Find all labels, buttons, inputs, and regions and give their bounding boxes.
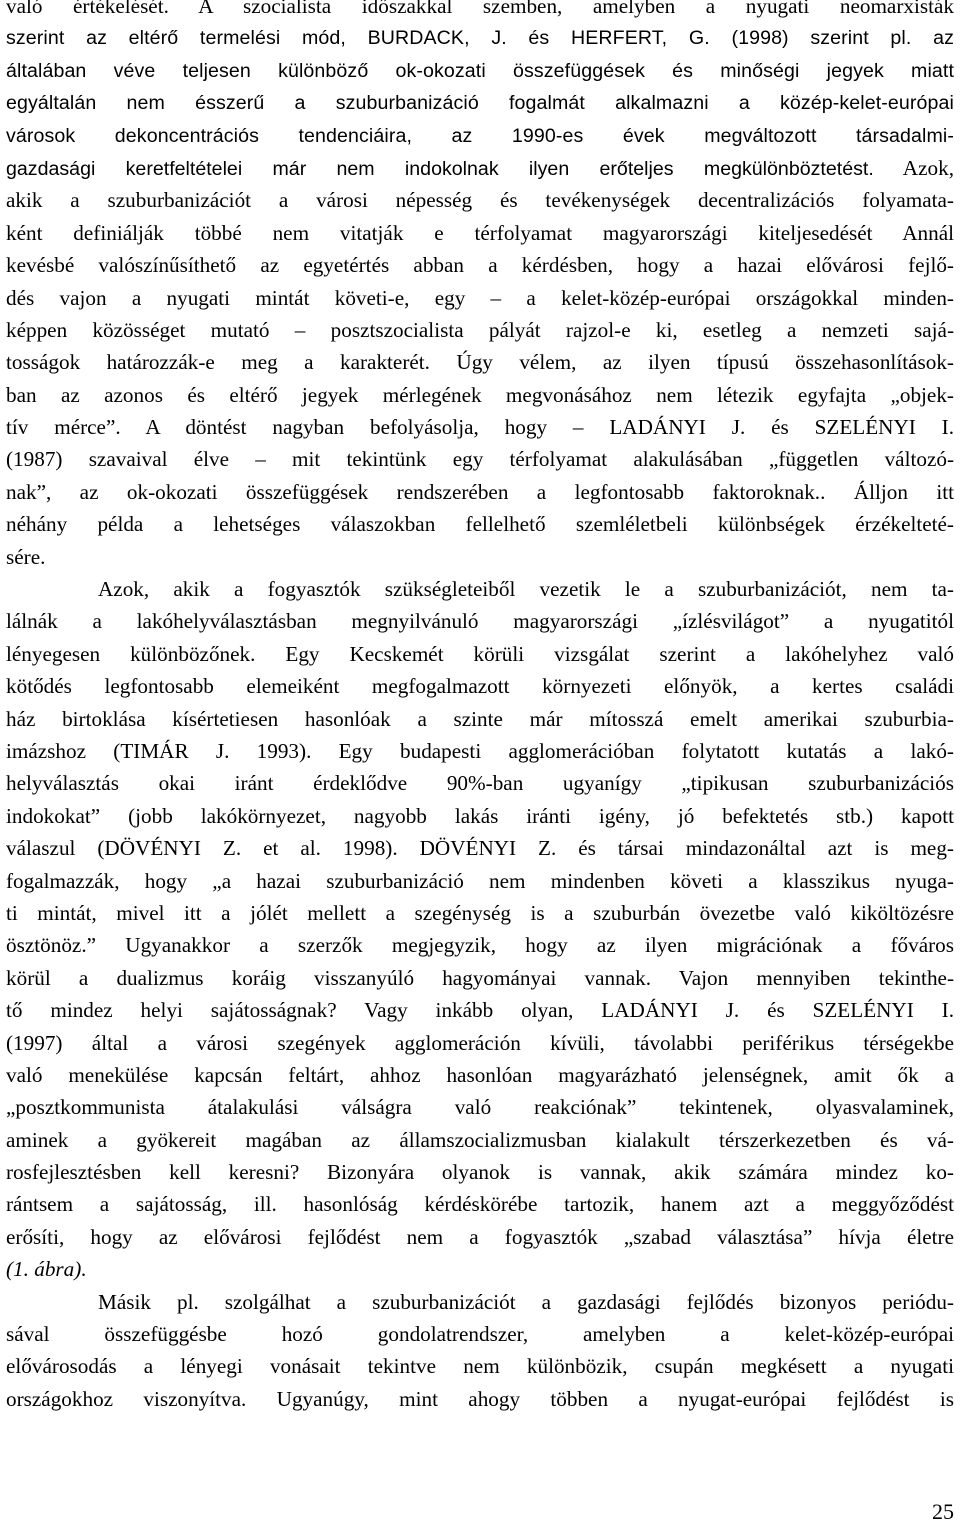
- text-line: körül a dualizmus koráig visszanyúló hagyományai vannak. Vajon mennyiben tekinthe-: [6, 965, 954, 990]
- text-line: néhány példa a lehetséges válaszokban fellelhető szemléletbeli különbségek érzékelteté-: [6, 512, 954, 537]
- text-line: válaszul (DÖVÉNYI Z. et al. 1998). DÖVÉNYI Z. és társai mindazonáltal azt is meg-: [6, 836, 954, 861]
- text-line: akik a szuburbanizációt a városi népesség és tevékenységek decentralizációs folyamata-: [6, 188, 954, 213]
- text-line: képpen közösséget mutató – posztszocialista pályát rajzol-e ki, esetleg a nemzeti sajá-: [6, 317, 954, 342]
- text-line: országokhoz viszonyítva. Ugyanúgy, mint ahogy többen a nyugat-európai fejlődést is: [6, 1386, 954, 1411]
- text-line: (1987) szavaival élve – mit tekintünk egy térfolyamat alakulásában „független változó-: [6, 447, 954, 472]
- text-line: tosságok határozzák-e meg a karakterét. Úgy vélem, az ilyen típusú összehasonlítások-: [6, 350, 954, 375]
- text-line: való értékelését. A szocialista időszakkal szemben, amelyben a nyugati neomarxisták: [6, 0, 954, 18]
- text-line: egyáltalán nem ésszerű a szuburbanizáció fogalmát alkalmazni a közép-kelet-európai: [6, 92, 954, 115]
- text-line: erősíti, hogy az elővárosi fejlődést nem a fogyasztók „szabad választása” hívja életre: [6, 1224, 954, 1249]
- text-line: helyválasztás okai iránt érdeklődve 90%-ban ugyanígy „tipikusan szuburbanizációs: [6, 771, 954, 796]
- paragraph-2: [6, 573, 954, 1286]
- text-line: sával összefüggésbe hozó gondolatrendszer, amelyben a kelet-közép-európai: [6, 1322, 954, 1347]
- text-line: ban az azonos és eltérő jegyek mérlegének megvonásához nem létezik egyfajta „objek-: [6, 382, 954, 407]
- text-line-part: gazdasági keretfeltételei már nem indokolnak ilyen erőteljes megkülönböztetést.: [6, 157, 874, 180]
- text-line: nak”, az ok-okozati összefüggések rendszerében a legfontosabb faktoroknak.. Álljon itt: [6, 479, 954, 504]
- text-line: rántsem a sajátosság, ill. hasonlóság kérdéskörébe tartozik, hanem azt a meggyőződést: [6, 1192, 954, 1217]
- text-line: indokokat” (jobb lakókörnyezet, nagyobb lakás iránti igény, jó befektetés stb.) kapott: [6, 803, 954, 828]
- text-line: szerint az eltérő termelési mód, BURDACK, J. és HERFERT, G. (1998) szerint pl. az: [6, 27, 954, 50]
- text-line: aminek a gyökereit magában az államszocializmusban kialakult térszerkezetben és vá-: [6, 1127, 954, 1152]
- text-line: ház birtoklása kísértetiesen hasonlóak a szinte már mítosszá emelt amerikai szuburbia-: [6, 706, 954, 731]
- page-number: 25: [932, 1499, 954, 1524]
- text-line: [6, 152, 954, 184]
- text-line: ösztönöz.” Ugyanakkor a szerzők megjegyzik, hogy az ilyen migrációnak a főváros: [6, 933, 954, 958]
- text-line: tő mindez helyi sajátosságnak? Vagy inkább olyan, LADÁNYI J. és SZELÉNYI I.: [6, 998, 954, 1023]
- text-line: Azok, akik a fogyasztók szükségleteiből vezetik le a szuburbanizációt, nem ta-: [98, 577, 954, 602]
- text-line-part: Azok,: [902, 155, 954, 180]
- paragraph-1: [6, 0, 954, 573]
- text-line: ként definiálják többé nem vitatják e térfolyamat magyarországi kiteljesedését Annál: [6, 220, 954, 245]
- text-line: általában véve teljesen különböző ok-okozati összefüggések és minőségi jegyek miatt: [6, 59, 954, 82]
- figure-reference: (1. ábra).: [6, 1257, 87, 1282]
- text-line: Másik pl. szolgálhat a szuburbanizációt a gazdasági fejlődés bizonyos periódu-: [98, 1289, 954, 1314]
- text-line: sére.: [6, 544, 46, 569]
- text-line: (1997) által a városi szegények agglomeráción kívüli, távolabbi periférikus térségekbe: [6, 1030, 954, 1055]
- text-line: imázshoz (TIMÁR J. 1993). Egy budapesti agglomerációban folytatott kutatás a lakó-: [6, 738, 954, 763]
- document-page: [6, 0, 954, 1415]
- text-line: való menekülése kapcsán feltárt, ahhoz hasonlóan magyarázható jelenségnek, amit ők a: [6, 1062, 954, 1087]
- text-line: lálnák a lakóhelyválasztásban megnyilvánuló magyarországi „ízlésvilágot” a nyugatitól: [6, 609, 954, 634]
- text-line: tív mérce”. A döntést nagyban befolyásolja, hogy – LADÁNYI J. és SZELÉNYI I.: [6, 415, 954, 440]
- text-line: rosfejlesztésben kell keresni? Bizonyára olyanok is vannak, akik számára mindez ko-: [6, 1160, 954, 1185]
- text-line: fogalmazzák, hogy „a hazai szuburbanizáció nem mindenben követi a klasszikus nyuga-: [6, 868, 954, 893]
- text-line: „posztkommunista átalakulási válságra való reakciónak” tekintenek, olyasvalaminek,: [6, 1095, 954, 1120]
- text-line: ti mintát, mivel itt a jólét mellett a szegénység is a szuburbán övezetbe való kiköltözésre: [6, 900, 954, 925]
- text-line: lényegesen különbözőnek. Egy Kecskemét körüli vizsgálat szerint a lakóhelyhez való: [6, 641, 954, 666]
- text-line: dés vajon a nyugati mintát követi-e, egy – a kelet-közép-európai országokkal minden-: [6, 285, 954, 310]
- text-line: városok dekoncentrációs tendenciáira, az 1990-es évek megváltozott társadalmi-: [6, 124, 954, 147]
- text-line: kevésbé valószínűsíthető az egyetértés abban a kérdésben, hogy a hazai elővárosi fejlő-: [6, 253, 954, 278]
- paragraph-3: [6, 1286, 954, 1416]
- text-line: kötődés legfontosabb elemeiként megfogalmazott környezeti előnyök, a kertes családi: [6, 674, 954, 699]
- text-line: elővárosodás a lényegi vonásait tekintve nem különbözik, csupán megkésett a nyugati: [6, 1354, 954, 1379]
